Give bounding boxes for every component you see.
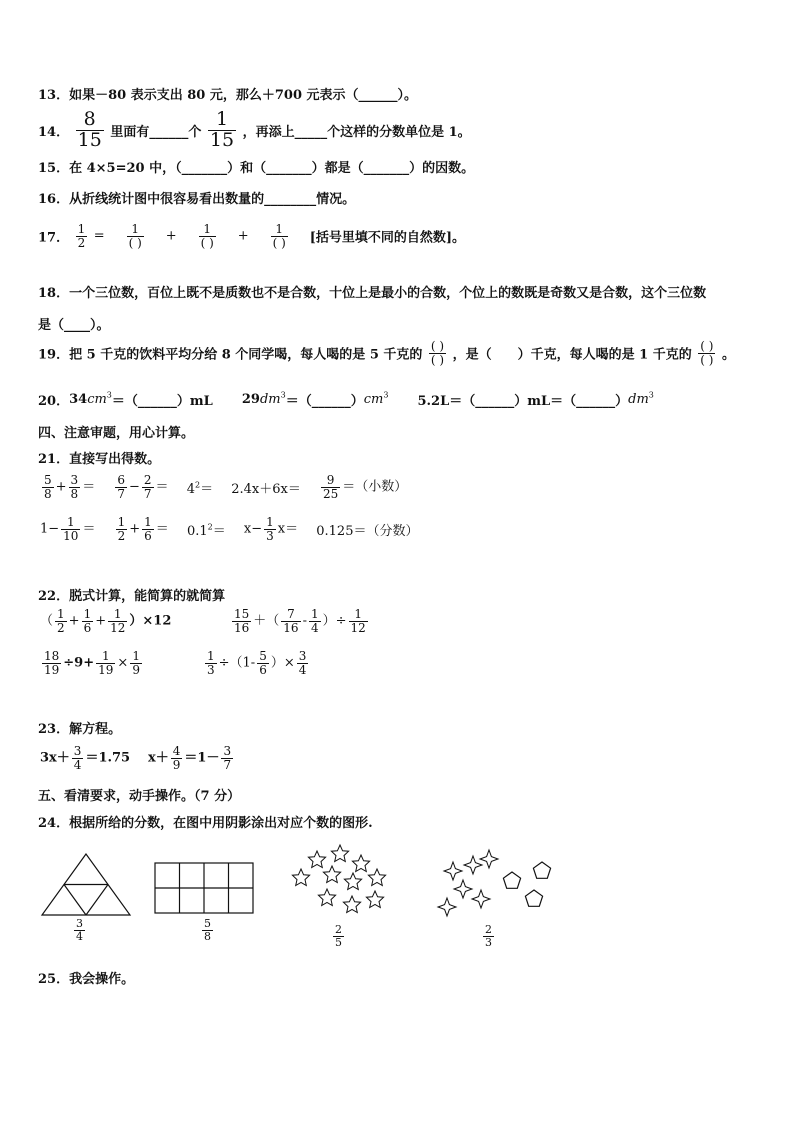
rectangle-grid-figure[interactable]	[154, 862, 254, 914]
star-icon	[308, 851, 325, 868]
question-number: 23．	[38, 722, 70, 737]
fraction-1-2: $\frac{1}{2}$	[77, 222, 86, 250]
question-number: 24．	[38, 816, 70, 831]
question-text: 直接写出得数。	[69, 452, 161, 467]
question-text: 我会操作。	[69, 972, 135, 987]
question-number: 13．	[38, 88, 70, 103]
fraction-label-3: $\frac{2}{5}$	[335, 923, 342, 949]
question-24	[38, 812, 373, 831]
question-text: 在 4×5=20 中，（_______）和（_______）都是（_______）的因数。	[69, 161, 475, 176]
blank-fraction[interactable]: $\frac{( )}{( )}$	[700, 339, 714, 367]
question-25	[38, 968, 134, 987]
blank-fraction[interactable]: $\frac{1}{( )}$	[128, 222, 142, 250]
question-21	[38, 448, 160, 467]
fraction-8-15: $\frac{8}{15}$	[77, 108, 102, 151]
question-14	[38, 110, 471, 151]
question-number: 21．	[38, 452, 70, 467]
four-point-star-icon	[444, 862, 462, 880]
star-icon	[343, 896, 360, 913]
question-text: 解方程。	[69, 722, 122, 737]
four-point-star-icon	[472, 890, 490, 908]
unit-dm3: dm	[628, 392, 649, 407]
question-text: 从折线统计图中很容易看出数量的________情况。	[69, 192, 356, 207]
question-text: 里面有______个	[110, 124, 202, 140]
question-text: 脱式计算，能简算的就简算	[69, 589, 226, 604]
blank-fraction[interactable]: $\frac{1}{( )}$	[200, 222, 214, 250]
star-icon	[366, 891, 383, 908]
question-text: 把 5 千克的饮料平均分给 8 个同学喝，每人喝的是 5 千克的	[69, 347, 423, 363]
section-5-heading: 五、看清要求，动手操作。（7 分）	[38, 789, 241, 804]
question-number: 18．	[38, 286, 70, 301]
star-icon	[318, 889, 335, 906]
triangle-figure[interactable]	[40, 852, 132, 917]
fraction-label-4: $\frac{2}{3}$	[485, 923, 492, 949]
question-number: 15．	[38, 161, 70, 176]
question-15	[38, 157, 474, 176]
pentagon-icon	[503, 872, 520, 888]
question-number: 22．	[38, 589, 70, 604]
four-point-star-icon	[438, 898, 456, 916]
question-number: 19．	[38, 347, 70, 363]
four-point-star-icon	[454, 880, 472, 898]
question-16	[38, 188, 355, 207]
expression-2: $\frac{15}{16}$ ＋（ $\frac{7}{16}$ - $\frac{1}{4}$ ）÷ $\frac{1}{12}$	[234, 607, 366, 635]
blank-fraction[interactable]: $\frac{1}{( )}$	[272, 222, 286, 250]
question-text: 如果－80 表示支出 80 元，那么＋700 元表示（______）。	[69, 88, 418, 103]
section-4-heading: 四、注意审题，用心计算。	[38, 426, 195, 441]
unit-cm3: cm	[363, 392, 384, 407]
unit-dm3: dm	[259, 392, 281, 407]
question-13	[38, 84, 417, 103]
question-18	[38, 282, 706, 301]
question-20: 20．$34cm^3=(\_\_\_\_\_\_)mL$ $29dm^3=(\_\_\_\_\_\_)cm^3$ $5.2L=(\_\_\_\_\_\_)mL=(\_\_\_\_\_\_)dm^3$	[38, 390, 654, 409]
expression-1: （ $\frac{1}{2}$ + $\frac{1}{6}$ + $\frac{1}{12}$ ）×12	[40, 607, 172, 635]
question-19: 19．把 5 千克的饮料平均分给 8 个同学喝，每人喝的是 5 千克的 $\frac{( )}{( )}$ ，是（ ）千克，每人喝的是 1 千克的 $\frac{( )}{( )}$ 。	[38, 339, 736, 367]
question-17: 17． $\frac{1}{2}$ = $\frac{1}{( )}$ + $\frac{1}{( )}$ + $\frac{1}{( )}$ [括号里填不同的自然数]。	[38, 222, 466, 250]
star-icon	[344, 873, 361, 890]
star-icon	[331, 845, 348, 862]
fraction-1-15: $\frac{1}{15}$	[209, 108, 235, 151]
question-text: [括号里填不同的自然数]。	[309, 230, 466, 246]
question-22	[38, 585, 225, 604]
question-number: 14．	[38, 124, 70, 140]
expression-3: $\frac{18}{19}$ ÷9+ $\frac{1}{19}$ × $\frac{1}{9}$	[44, 649, 140, 677]
equation-2: x＋ $\frac{4}{9}$ ＝1－ $\frac{3}{7}$	[148, 744, 232, 772]
question-23	[38, 718, 121, 737]
calc-row-1: $\frac{5}{8}$ + $\frac{3}{8}$ ＝ $\frac{6}{7}$ − $\frac{2}{7}$ ＝ $4^2= 2.4x+6x=$ $\frac{9}{25}$ ＝（小数）	[44, 473, 408, 501]
question-text: 是（____）。	[38, 318, 110, 333]
question-number: 25．	[38, 972, 70, 987]
blank-fraction[interactable]: $\frac{( )}{( )}$	[430, 339, 445, 367]
question-text: ，再添上_____个这样的分数单位是 1。	[242, 124, 471, 140]
unit-cm3: cm	[87, 392, 107, 407]
pentagon-icon	[525, 890, 542, 906]
equation-1: 3x＋ $\frac{3}{4}$ ＝1.75	[40, 744, 131, 772]
question-number: 16．	[38, 192, 70, 207]
question-text: 一个三位数，百位上既不是质数也不是合数，十位上是最小的合数，个位上的数既是奇数又是合数，这个三位数	[69, 286, 707, 301]
fraction-label-2: $\frac{5}{8}$	[204, 917, 211, 943]
expression-4: $\frac{1}{3}$ ÷（1- $\frac{5}{6}$ ）× $\frac{3}{4}$	[207, 649, 307, 677]
star-icon	[323, 866, 340, 883]
star-pentagon-figure[interactable]	[435, 847, 560, 919]
star-group-figure[interactable]	[285, 842, 390, 920]
question-text: ，是（ ）千克，每人喝的是 1 千克的	[452, 347, 692, 363]
question-number: 17．	[38, 230, 70, 246]
star-icon	[292, 869, 309, 886]
question-number: 20．	[38, 394, 70, 409]
star-icon	[352, 855, 369, 872]
pentagon-icon	[533, 862, 550, 878]
star-icon	[368, 869, 385, 886]
fraction-label-1: $\frac{3}{4}$	[76, 917, 83, 943]
calc-row-2: 1− $\frac{1}{10}$ ＝ $\frac{1}{2}$ + $\frac{1}{6}$ ＝ $0.1^2= x-$ $\frac{1}{3}$ x＝ 0.125＝（分数）	[40, 515, 419, 543]
four-point-star-icon	[480, 850, 498, 868]
four-point-star-icon	[464, 856, 482, 874]
question-text: 根据所给的分数，在图中用阴影涂出对应个数的图形.	[69, 816, 373, 831]
question-18-line-2	[38, 314, 110, 333]
